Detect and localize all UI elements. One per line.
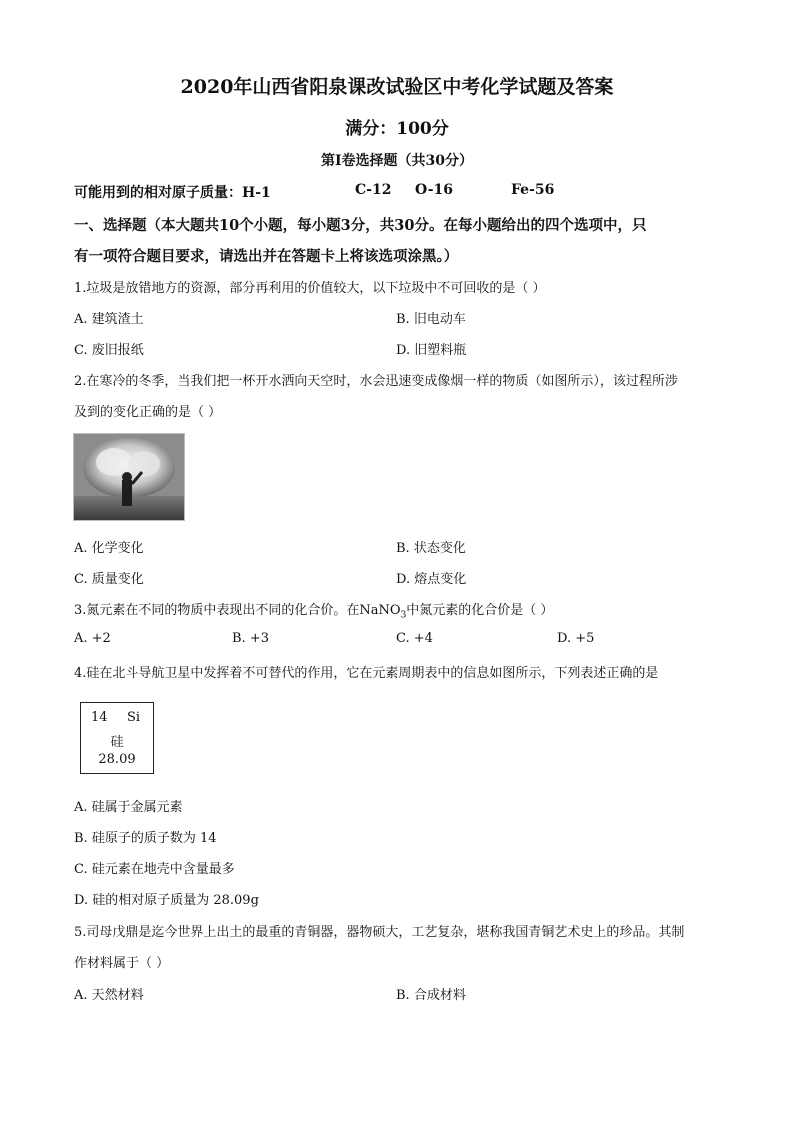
- question-4-option-a: A. 硅属于金属元素: [74, 800, 183, 815]
- question-4-option-d: D. 硅的相对原子质量为 28.09g: [74, 893, 259, 908]
- atomic-mass-c: C-12: [355, 182, 392, 198]
- periodic-table-cell: [80, 702, 154, 774]
- atomic-mass-label: 可能用到的相对原子质量：H-1: [74, 185, 271, 201]
- question-4-stem: 4.硅在北斗导航卫星中发挥着不可替代的作用，它在元素周期表中的信息如图所示，下列表述正确的是: [74, 666, 659, 681]
- atomic-number: 14: [91, 710, 108, 725]
- question-5-option-a: A. 天然材料: [74, 988, 144, 1003]
- question-5-stem-line-1: 5.司母戊鼎是迄今世界上出土的最重的青铜器，器物硕大，工艺复杂，堪称我国青铜艺术史上的珍品。其制: [74, 925, 685, 940]
- question-5-option-b: B. 合成材料: [396, 988, 466, 1003]
- question-2-stem-line-2: 及到的变化正确的是（ ）: [74, 405, 222, 420]
- question-2-stem-line-1: 2.在寒冷的冬季，当我们把一杯开水洒向天空时，水会迅速变成像烟一样的物质（如图所示），该过程所涉: [74, 374, 678, 389]
- question-1-option-d: D. 旧塑料瓶: [396, 343, 467, 358]
- question-3-subscript: 3: [400, 610, 407, 621]
- instructions-line-2: 有一项符合题目要求，请选出并在答题卡上将该选项涂黑。）: [74, 248, 459, 265]
- full-score: 满分：100分: [345, 119, 449, 139]
- question-2-option-b: B. 状态变化: [396, 541, 466, 556]
- question-3-option-d: D. +5: [557, 631, 595, 646]
- question-3-option-c: C. +4: [396, 631, 433, 646]
- question-3-option-a: A. +2: [74, 631, 111, 646]
- question-3-stem: [74, 599, 553, 621]
- atomic-mass: 28.09: [98, 752, 136, 767]
- question-3-stem-post: 中氮元素的化合价是（ ）: [406, 603, 554, 618]
- section-title: 第I卷选择题（共30分）: [320, 153, 474, 169]
- question-3-option-b: B. +3: [232, 631, 269, 646]
- element-symbol: Si: [127, 710, 141, 725]
- instructions-line-1: 一、选择题（本大题共10个小题，每小题3分，共30分。在每小题给出的四个选项中，只: [74, 217, 647, 234]
- question-2-option-a: A. 化学变化: [74, 541, 144, 556]
- question-5-stem-line-2: 作材料属于（ ）: [74, 956, 170, 971]
- question-2-option-c: C. 质量变化: [74, 572, 144, 587]
- boiling-water-freeze-photo: [73, 433, 185, 521]
- question-1-option-b: B. 旧电动车: [396, 312, 466, 327]
- question-1-option-c: C. 废旧报纸: [74, 343, 144, 358]
- question-2-option-d: D. 熔点变化: [396, 572, 467, 587]
- question-4-option-c: C. 硅元素在地壳中含量最多: [74, 862, 235, 877]
- atomic-mass-fe: Fe-56: [511, 182, 555, 198]
- question-4-option-b: B. 硅原子的质子数为 14: [74, 831, 217, 846]
- atomic-mass-o: O-16: [415, 182, 454, 198]
- question-3-stem-pre: 3.氮元素在不同的物质中表现出不同的化合价。在NaNO: [74, 603, 401, 618]
- element-name: 硅: [110, 735, 124, 750]
- question-1-stem: 1.垃圾是放错地方的资源，部分再利用的价值较大，以下垃圾中不可回收的是（ ）: [74, 281, 546, 296]
- question-1-option-a: A. 建筑渣土: [74, 312, 144, 327]
- exam-title: 2020年山西省阳泉课改试验区中考化学试题及答案: [180, 76, 614, 98]
